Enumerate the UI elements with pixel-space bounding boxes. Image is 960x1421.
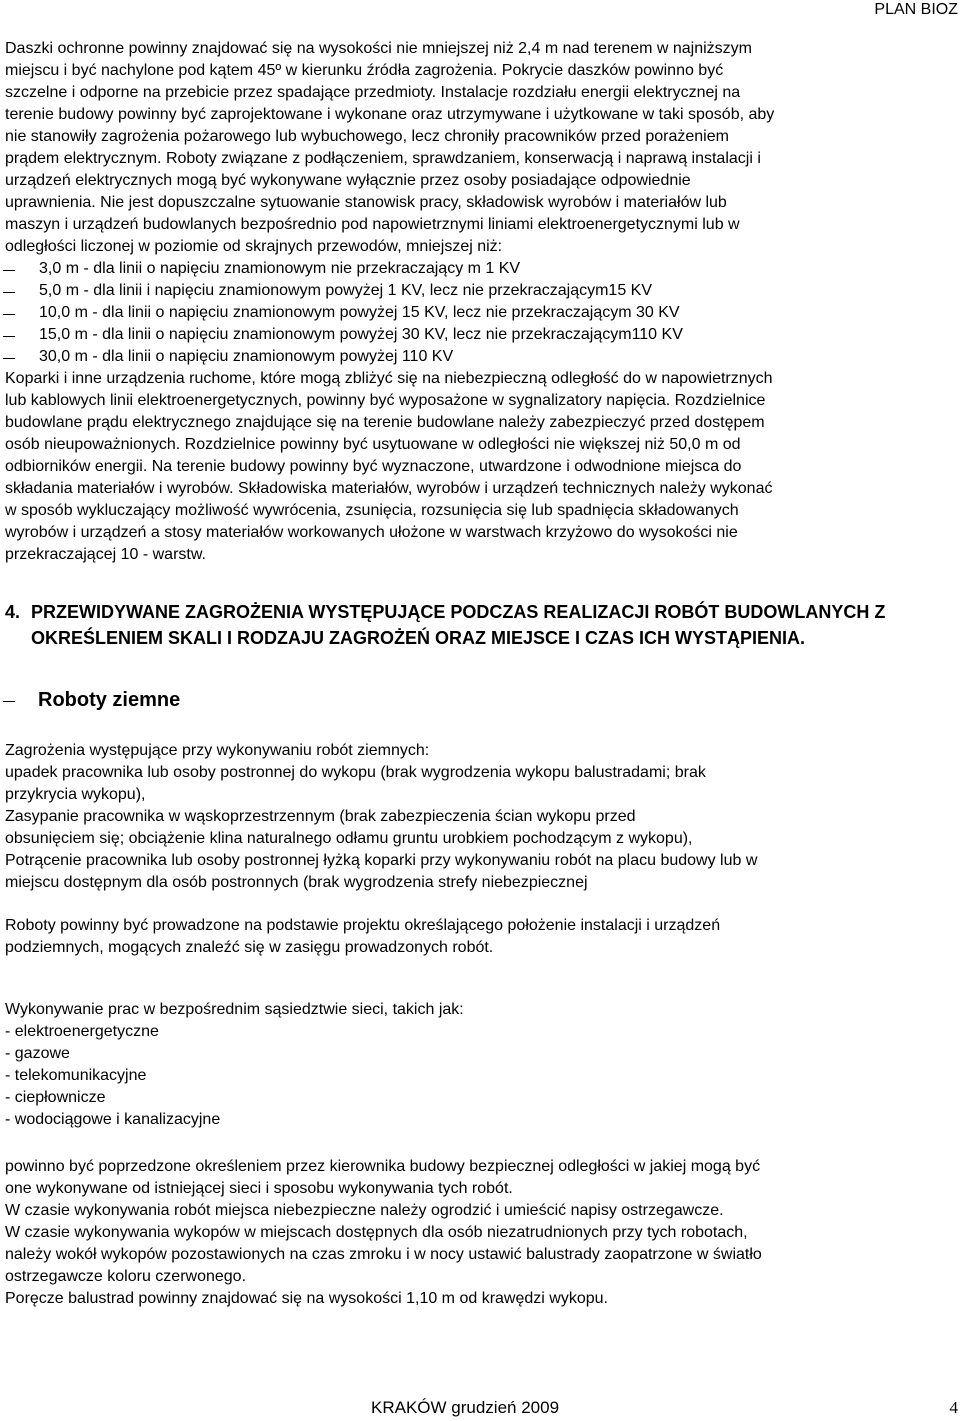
network-item: - telekomunikacyjne [5,1067,147,1084]
page-footer [0,1397,960,1419]
network-item: - gazowe [5,1045,70,1062]
final-line: W czasie wykonywania wykopów w miejscach dostępnych dla osób niezatrudnionych przy tych robotach, [5,1224,748,1241]
footer-text: KRAKÓW grudzień 2009 [371,1398,560,1417]
header-tag: PLAN BIOZ [874,1,958,18]
section-title: PRZEWIDYWANE ZAGROŻENIA WYSTĘPUJĄCE PODCZAS REALIZACJI ROBÓT BUDOWLANYCH Z OKREŚLENIEM SKALI I RODZAJU ZAGROŻEŃ ORAZ MIEJSCE I CZAS ICH WYSTĄPIENIA. [31,602,886,648]
networks-block [5,999,957,1131]
intro-line: odległości liczonej w poziomie od skrajnych przewodów, mniejszej niż: [5,238,503,255]
distance-item: 10,0 m - dla linii o napięciu znamionowym powyżej 15 KV, lecz nie przekraczającym 30 KV [5,302,957,324]
final-line: W czasie wykonywania robót miejsca niebezpieczne należy ogrodzić i umieścić napisy ostrzegawcze. [5,1202,724,1219]
final-line: powinno być poprzedzone określeniem przez kierownika budowy bezpiecznej odległości w jakiej mogą być [5,1158,761,1175]
intro-line: terenie budowy powinny być zaprojektowane i wykonane oraz utrzymywane i użytkowane w taki sposób, aby [5,106,775,123]
intro-line: urządzeń elektrycznych mogą być wykonywane wyłącznie przez osoby posiadające odpowiednie [5,172,691,189]
networks-intro: Wykonywanie prac w bezpośrednim sąsiedztwie sieci, takich jak: [5,1001,464,1018]
hazard-line: Zasypanie pracownika w wąskoprzestrzennym (brak zabezpieczenia ścian wykopu przed [5,808,636,825]
network-item: - wodociągowe i kanalizacyjne [5,1111,221,1128]
project-line: podziemnych, mogących znaleźć się w zasięgu prowadzonych robót. [5,939,494,956]
distance-list [5,258,957,368]
section-number: 4. [5,602,21,622]
network-item: - ciepłownicze [5,1089,106,1106]
hazard-line: Potrącenie pracownika lub osoby postronnej łyżką koparki przy wykonywaniu robót na placu budowy lub w [5,852,758,869]
intro-paragraph [5,38,957,258]
intro-line: miejscu i być nachylone pod kątem 45º w kierunku źródła zagrożenia. Pokrycie daszków powinno być [5,62,724,79]
project-line: Roboty powinny być prowadzone na podstawie projektu określającego położenie instalacji i urządzeń [5,917,721,934]
paragraph-line: osób nieupoważnionych. Rozdzielnice powinny być usytuowane w odległości nie większej niż 50,0 m od [5,436,741,453]
section-heading [5,599,957,651]
paragraph-line: składania materiałów i wyrobów. Składowiska materiałów, wyrobów i urządzeń technicznych należy wykonać [5,480,773,497]
intro-line: nie stanowiły zagrożenia pożarowego lub wybuchowego, lecz chroniły pracowników przed porażeniem [5,128,729,145]
paragraph-line: w sposób wykluczający możliwość wywrócenia, zsunięcia, rozsunięcia się lub spadnięcia składowanych [5,502,739,519]
final-line: należy wokół wykopów pozostawionych na czas zmroku i w nocy ustawić balustrady zaopatrzone w światło [5,1246,762,1263]
final-line: one wykonywane od istniejącej sieci i sposobu wykonywania tych robót. [5,1180,513,1197]
paragraph-line: odbiorników energii. Na terenie budowy powinny być wyznaczone, utwardzone i odwodnione miejsca do [5,458,742,475]
intro-line: szczelne i odporne na przebicie przez spadające przedmioty. Instalacje rozdziału energii elektrycznej na [5,84,741,101]
distance-item: 15,0 m - dla linii o napięciu znamionowym powyżej 30 KV, lecz nie przekraczającym110 KV [5,324,957,346]
hazards-block [5,740,957,894]
page-content [5,38,957,1310]
paragraph-line: lub kablowych linii elektroenergetycznych, powinny być wyposażone w sygnalizatory napięcia. Rozdzielnice [5,392,766,409]
paragraph-line: przekraczającej 10 - warstw. [5,546,206,563]
final-line: ostrzegawcze koloru czerwonego. [5,1268,247,1285]
intro-line: Daszki ochronne powinny znajdować się na wysokości nie mniejszej niż 2,4 m nad terenem w najniższym [5,40,753,57]
distance-item: 30,0 m - dla linii o napięciu znamionowym powyżej 110 KV [5,346,957,368]
final-block [5,1156,957,1310]
intro-line: uprawnienia. Nie jest dopuszczalne sytuowanie stanowisk pracy, składowisk wyrobów i materiałów lub [5,194,727,211]
hazard-line: miejscu dostępnym dla osób postronnych (brak wygrodzenia strefy niebezpiecznej [5,874,588,891]
project-block [5,915,957,959]
distance-item: 5,0 m - dla linii i napięciu znamionowym powyżej 1 KV, lecz nie przekraczającym15 KV [5,280,957,302]
hazard-line: przykrycia wykopu), [5,786,146,803]
paragraph-line: Koparki i inne urządzenia ruchome, które mogą zbliżyć się na niebezpieczną odległość do w napowietrznych [5,370,773,387]
page-number: 4 [949,1398,958,1417]
hazard-line: upadek pracownika lub osoby postronnej do wykopu (brak wygrodzenia wykopu balustradami; brak [5,764,706,781]
hazard-line: obsunięciem się; obciążenie klina naturalnego odłamu gruntu urobkiem pochodzącym z wykopu), [5,830,693,847]
equipment-paragraph [5,368,957,566]
paragraph-line: wyrobów i urządzeń a stosy materiałów workowanych ułożone w warstwach krzyżowo do wysokości nie [5,524,738,541]
distance-item: 3,0 m - dla linii o napięciu znamionowym nie przekraczający m 1 KV [5,258,957,280]
network-item: - elektroenergetyczne [5,1023,159,1040]
subheading-earthworks: Roboty ziemne [5,687,957,713]
final-line: Poręcze balustrad powinny znajdować się na wysokości 1,10 m od krawędzi wykopu. [5,1290,608,1307]
paragraph-line: budowlane prądu elektrycznego znajdujące się na terenie budowlane należy zabezpieczyć przed dostępem [5,414,765,431]
hazard-line: Zagrożenia występujące przy wykonywaniu robót ziemnych: [5,742,430,759]
intro-line: maszyn i urządzeń budowlanych bezpośrednio pod napowietrznymi liniami elektroenergetycznymi lub w [5,216,740,233]
intro-line: prądem elektrycznym. Roboty związane z podłączeniem, sprawdzaniem, konserwacją i naprawą instalacji i [5,150,761,167]
